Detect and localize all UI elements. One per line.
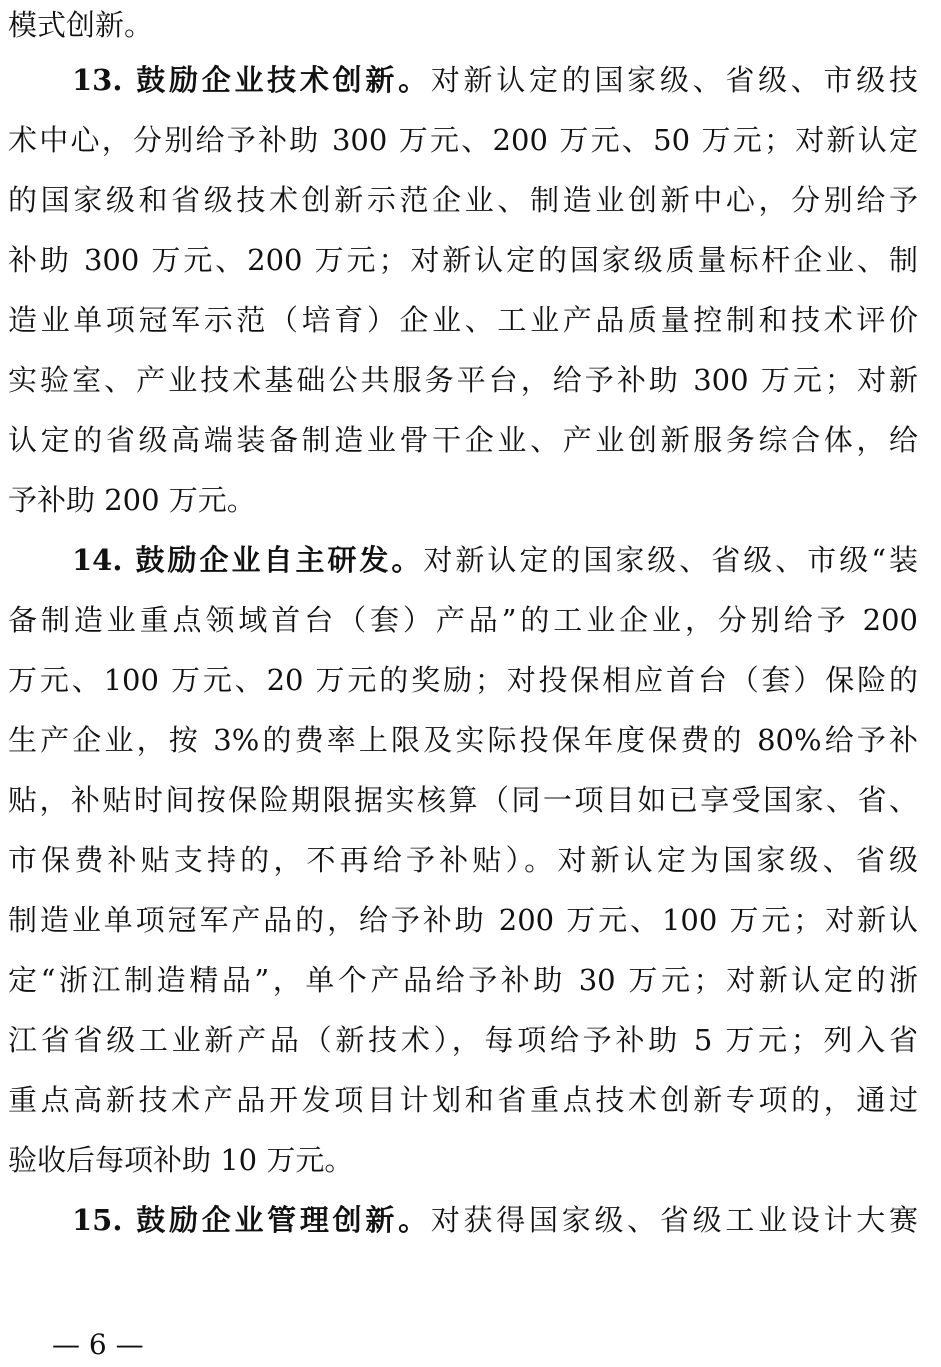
line-text: 备制造业重点领域首台（套）产品”的工业企业，分别给予 200: [8, 603, 918, 637]
text-line: [8, 50, 918, 110]
line-text: 制造业单项冠军产品的，给予补助 200 万元、100 万元；对新认: [8, 903, 918, 937]
text-line: [8, 950, 918, 1010]
line-text: 术中心，分别给予补助 300 万元、200 万元、50 万元；对新认定: [8, 123, 918, 157]
line-text: 生产企业，按 3%的费率上限及实际投保年度保费的 80%给予补: [8, 723, 918, 757]
text-line: [8, 0, 918, 50]
line-text: 实验室、产业技术基础公共服务平台，给予补助 300 万元；对新: [8, 363, 918, 397]
section-heading: 14. 鼓励企业自主研发。: [72, 543, 424, 577]
line-text: 市保费补贴支持的，不再给予补贴）。对新认定为国家级、省级: [8, 843, 918, 877]
line-text: 认定的省级高端装备制造业骨干企业、产业创新服务综合体，给: [8, 423, 918, 457]
text-line: [8, 1010, 918, 1070]
line-text: 江省省级工业新产品（新技术），每项给予补助 5 万元；列入省: [8, 1023, 918, 1057]
line-text: 万元、100 万元、20 万元的奖励；对投保相应首台（套）保险的: [8, 663, 918, 697]
line-text: 的国家级和省级技术创新示范企业、制造业创新中心，分别给予: [8, 183, 918, 217]
line-text: 对获得国家级、省级工业设计大赛: [430, 1203, 918, 1237]
text-line: [8, 170, 918, 230]
text-line: [8, 710, 918, 770]
document-body: [8, 0, 918, 1250]
section-heading: 13. 鼓励企业技术创新。: [72, 63, 431, 97]
text-line: [8, 290, 918, 350]
line-text: 贴，补贴时间按保险期限据实核算（同一项目如已享受国家、省、: [8, 783, 918, 817]
text-line: [8, 770, 918, 830]
text-line: [8, 590, 918, 650]
section-heading: 15. 鼓励企业管理创新。: [72, 1203, 431, 1237]
text-line: [8, 410, 918, 470]
text-line: [8, 470, 918, 530]
text-line: [8, 890, 918, 950]
text-line: [8, 110, 918, 170]
line-text: 定“浙江制造精品”，单个产品给予补助 30 万元；对新认定的浙: [8, 963, 918, 997]
line-text: 验收后每项补助 10 万元。: [8, 1143, 354, 1177]
line-text: 补助 300 万元、200 万元；对新认定的国家级质量标杆企业、制: [8, 243, 918, 277]
line-text: 重点高新技术产品开发项目计划和省重点技术创新专项的，通过: [8, 1083, 918, 1117]
text-line: [8, 1190, 918, 1250]
line-text: 予补助 200 万元。: [8, 483, 256, 517]
line-text: 对新认定的国家级、省级、市级技: [430, 63, 918, 97]
text-line: [8, 230, 918, 290]
text-line: [8, 650, 918, 710]
text-line: [8, 350, 918, 410]
text-line: [8, 1070, 918, 1130]
line-text: 模式创新。: [8, 8, 154, 42]
text-line: [8, 530, 918, 590]
text-line: [8, 1130, 918, 1190]
text-line: [8, 830, 918, 890]
line-text: 对新认定的国家级、省级、市级“装: [423, 543, 918, 577]
page-number: — 6 —: [52, 1328, 144, 1361]
line-text: 造业单项冠军示范（培育）企业、工业产品质量控制和技术评价: [8, 303, 918, 337]
